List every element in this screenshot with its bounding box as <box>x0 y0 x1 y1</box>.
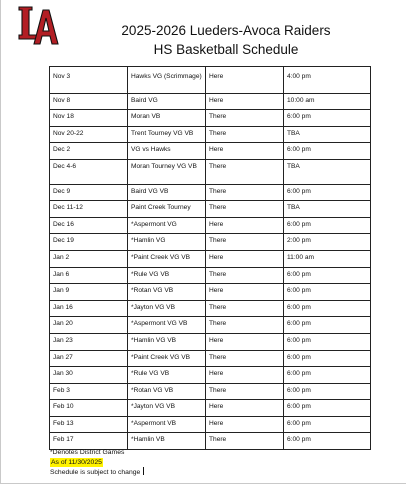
schedule-cell-date: Jan 30 <box>50 367 128 384</box>
schedule-row <box>50 383 371 400</box>
schedule-row <box>50 400 371 417</box>
schedule-row <box>50 300 371 317</box>
schedule-cell-date: Jan 20 <box>50 317 128 334</box>
schedule-row <box>50 110 371 127</box>
schedule-cell-time: 6:00 pm <box>284 110 371 127</box>
schedule-cell-opponent: *Jayton VG VB <box>128 300 206 317</box>
schedule-cell-opponent: *Rule VG VB <box>128 267 206 284</box>
schedule-cell-opponent: *Aspermont VG <box>128 217 206 234</box>
schedule-cell-location: There <box>206 267 284 284</box>
schedule-cell-date: Jan 2 <box>50 250 128 267</box>
schedule-row <box>50 250 371 267</box>
schedule-cell-time: 6:00 pm <box>284 350 371 367</box>
la-raiders-logo-icon <box>16 4 60 48</box>
text-cursor <box>143 467 144 475</box>
schedule-cell-opponent: Paint Creek Tourney <box>128 201 206 218</box>
schedule-cell-opponent: *Paint Creek VG VB <box>128 350 206 367</box>
footer-notes <box>50 448 144 478</box>
schedule-cell-opponent: *Aspermont VG VB <box>128 317 206 334</box>
schedule-cell-date: Dec 19 <box>50 234 128 251</box>
schedule-cell-location: Here <box>206 250 284 267</box>
schedule-cell-date: Nov 20-22 <box>50 126 128 143</box>
schedule-cell-date: Nov 18 <box>50 110 128 127</box>
schedule-row <box>50 350 371 367</box>
schedule-cell-location: There <box>206 317 284 334</box>
schedule-cell-date: Dec 16 <box>50 217 128 234</box>
schedule-row <box>50 284 371 301</box>
schedule-cell-date: Jan 16 <box>50 300 128 317</box>
schedule-cell-location: Here <box>206 367 284 384</box>
schedule-cell-time: TBA <box>284 159 371 184</box>
schedule-cell-time: 6:00 pm <box>284 300 371 317</box>
schedule-row <box>50 67 371 94</box>
schedule-cell-location: There <box>206 184 284 201</box>
schedule-row <box>50 416 371 433</box>
schedule-cell-date: Feb 3 <box>50 383 128 400</box>
schedule-cell-location: Here <box>206 67 284 94</box>
schedule-cell-date: Feb 17 <box>50 433 128 450</box>
schedule-cell-time: 6:00 pm <box>284 333 371 350</box>
schedule-cell-location: There <box>206 126 284 143</box>
schedule-cell-location: There <box>206 234 284 251</box>
schedule-cell-time: 6:00 pm <box>284 367 371 384</box>
schedule-cell-time: 10:00 am <box>284 93 371 110</box>
schedule-row <box>50 184 371 201</box>
schedule-cell-opponent: *Hamlin VG <box>128 234 206 251</box>
schedule-row <box>50 201 371 218</box>
schedule-cell-location: There <box>206 201 284 218</box>
schedule-cell-date: Jan 27 <box>50 350 128 367</box>
schedule-cell-opponent: Trent Tourney VG VB <box>128 126 206 143</box>
schedule-cell-location: Here <box>206 217 284 234</box>
schedule-cell-opponent: Moran Tourney VG VB <box>128 159 206 184</box>
schedule-disclaimer: Schedule is subject to change <box>50 469 141 477</box>
schedule-cell-opponent: VG vs Hawks <box>128 143 206 160</box>
schedule-row <box>50 159 371 184</box>
schedule-row <box>50 93 371 110</box>
as-of-date: As of 11/30/2025 <box>51 458 102 466</box>
schedule-cell-date: Dec 4-6 <box>50 159 128 184</box>
schedule-cell-date: Jan 23 <box>50 333 128 350</box>
schedule-cell-time: 4:00 pm <box>284 67 371 94</box>
schedule-cell-location: There <box>206 110 284 127</box>
schedule-cell-opponent: *Aspermont VB <box>128 416 206 433</box>
page-title: 2025-2026 Lueders-Avoca Raiders <box>121 23 331 38</box>
schedule-cell-time: 2:00 pm <box>284 234 371 251</box>
schedule-cell-location: Here <box>206 333 284 350</box>
schedule-cell-location: There <box>206 383 284 400</box>
district-note: *Denotes District Games <box>50 449 125 456</box>
schedule-cell-time: 6:00 pm <box>284 267 371 284</box>
schedule-cell-time: 6:00 pm <box>284 284 371 301</box>
schedule-cell-location: Here <box>206 400 284 417</box>
schedule-cell-opponent: *Jayton VG VB <box>128 400 206 417</box>
schedule-cell-opponent: *Hamlin VB <box>128 433 206 450</box>
schedule-row <box>50 234 371 251</box>
schedule-cell-location: Here <box>206 284 284 301</box>
schedule-cell-time: 6:00 pm <box>284 317 371 334</box>
schedule-row <box>50 367 371 384</box>
schedule-cell-location: There <box>206 300 284 317</box>
schedule-cell-time: 6:00 pm <box>284 383 371 400</box>
schedule-cell-opponent: *Rotan VG VB <box>128 383 206 400</box>
schedule-cell-location: There <box>206 159 284 184</box>
schedule-row <box>50 333 371 350</box>
schedule-cell-time: 6:00 pm <box>284 217 371 234</box>
schedule-table <box>49 66 371 450</box>
schedule-cell-location: Here <box>206 143 284 160</box>
schedule-row <box>50 126 371 143</box>
schedule-cell-opponent: Baird VG <box>128 93 206 110</box>
schedule-cell-date: Dec 11-12 <box>50 201 128 218</box>
schedule-cell-location: There <box>206 350 284 367</box>
schedule-cell-time: 6:00 pm <box>284 400 371 417</box>
schedule-row <box>50 143 371 160</box>
schedule-cell-opponent: *Hamlin VG VB <box>128 333 206 350</box>
schedule-cell-time: 6:00 pm <box>284 416 371 433</box>
schedule-cell-opponent: *Paint Creek VG VB <box>128 250 206 267</box>
schedule-cell-date: Nov 8 <box>50 93 128 110</box>
page-subtitle: HS Basketball Schedule <box>153 42 299 57</box>
schedule-cell-date: Feb 13 <box>50 416 128 433</box>
schedule-cell-opponent: *Rotan VG VB <box>128 284 206 301</box>
schedule-cell-date: Feb 10 <box>50 400 128 417</box>
schedule-cell-opponent: Hawks VG (Scrimmage) <box>128 67 206 94</box>
schedule-cell-date: Nov 3 <box>50 67 128 94</box>
schedule-cell-date: Jan 6 <box>50 267 128 284</box>
schedule-cell-opponent: *Rule VG VB <box>128 367 206 384</box>
schedule-cell-location: Here <box>206 416 284 433</box>
schedule-cell-date: Dec 9 <box>50 184 128 201</box>
schedule-cell-location: There <box>206 433 284 450</box>
schedule-cell-time: 6:00 pm <box>284 433 371 450</box>
schedule-cell-time: 11:00 am <box>284 250 371 267</box>
schedule-cell-opponent: Moran VB <box>128 110 206 127</box>
schedule-row <box>50 317 371 334</box>
schedule-cell-time: 6:00 pm <box>284 143 371 160</box>
schedule-cell-location: Here <box>206 93 284 110</box>
schedule-body <box>50 67 371 450</box>
schedule-row <box>50 267 371 284</box>
schedule-cell-time: 6:00 pm <box>284 184 371 201</box>
schedule-row <box>50 217 371 234</box>
schedule-cell-opponent: Baird VG VB <box>128 184 206 201</box>
schedule-cell-date: Dec 2 <box>50 143 128 160</box>
schedule-cell-date: Jan 9 <box>50 284 128 301</box>
schedule-cell-time: TBA <box>284 201 371 218</box>
schedule-cell-time: TBA <box>284 126 371 143</box>
